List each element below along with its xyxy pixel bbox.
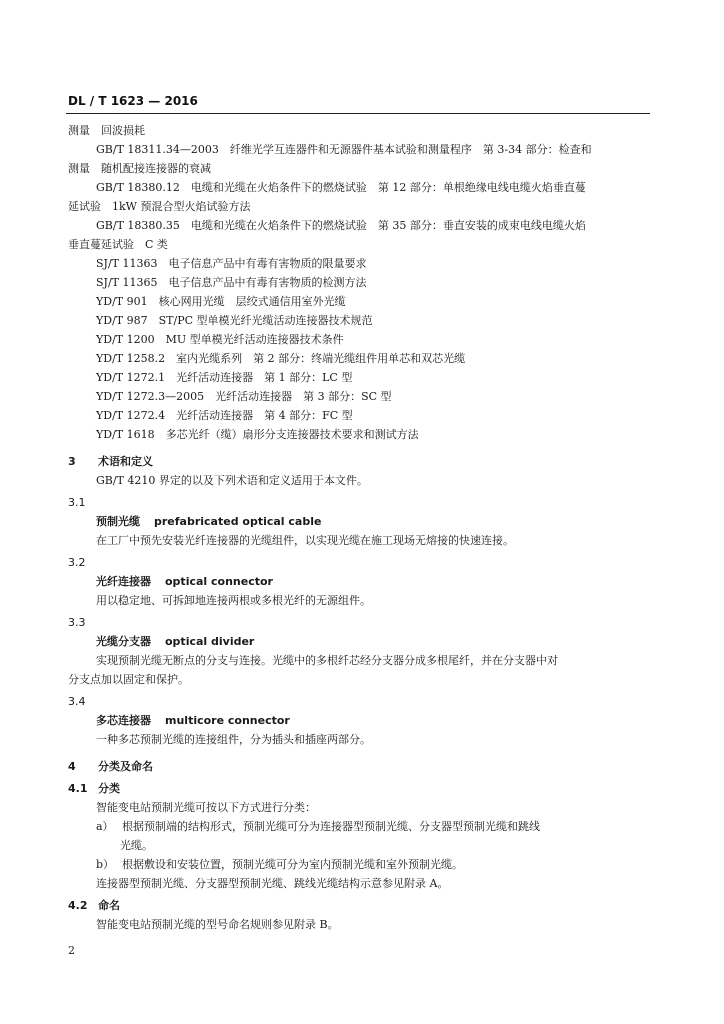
reference-item: YD/T 987 ST/PC 型单模光纤光缆活动连接器技术规范 [96,314,373,327]
page-number: 2 [68,944,75,957]
term-chinese: 光纤连接器 [96,575,151,588]
subsection-text: 智能变电站预制光缆的型号命名规则参见附录 B。 [96,918,339,931]
term-english: prefabricated optical cable [154,515,322,528]
term-heading [68,711,644,730]
header-rule [66,113,650,114]
subsection-title: 命名 [98,899,120,912]
term-heading [68,512,644,531]
reference-item: SJ/T 11365 电子信息产品中有毒有害物质的检测方法 [96,276,367,289]
reference-item: SJ/T 11363 电子信息产品中有毒有害物质的限量要求 [96,257,367,270]
reference-item-continuation: 测量 随机配接连接器的衰减 [68,162,211,175]
reference-item-continuation: 延试验 1kW 预混合型火焰试验方法 [68,200,251,213]
list-text: 根据预制端的结构形式，预制光缆可分为连接器型预制光缆、分支器型预制光缆和跳线 [122,820,540,833]
list-item [68,817,644,836]
term-chinese: 多芯连接器 [96,714,151,727]
term-english: optical connector [165,575,273,588]
section-heading [68,757,644,776]
section-number: 4 [68,760,76,773]
term-number: 3.2 [68,556,86,569]
reference-item: GB/T 18311.34—2003 纤维光学互连器件和无源器件基本试验和测量程序 第 3-34 部分：检查和 [96,143,592,156]
reference-item: YD/T 1618 多芯光纤（缆）扇形分支连接器技术要求和测试方法 [96,428,419,441]
reference-item: GB/T 18380.12 电缆和光缆在火焰条件下的燃烧试验 第 12 部分：单根绝缘电线电缆火焰垂直蔓 [96,181,586,194]
section-title: 分类及命名 [98,760,153,773]
term-english: optical divider [165,635,255,648]
list-marker: a） [96,820,114,833]
term-definition: 一种多芯预制光缆的连接组件，分为插头和插座两部分。 [96,733,371,746]
subsection-title: 分类 [98,782,120,795]
term-definition: 在工厂中预先安装光纤连接器的光缆组件，以实现光缆在施工现场无熔接的快速连接。 [96,534,514,547]
term-number: 3.1 [68,496,86,509]
term-number: 3.4 [68,695,86,708]
reference-item: YD/T 1200 MU 型单模光纤活动连接器技术条件 [96,333,344,346]
document-code-header: DL / T 1623 — 2016 [68,94,198,108]
section-intro: GB/T 4210 界定的以及下列术语和定义适用于本文件。 [96,474,368,487]
list-marker: b） [96,858,115,871]
reference-item: YD/T 901 核心网用光缆 层绞式通信用室外光缆 [96,295,346,308]
term-definition-continuation: 分支点加以固定和保护。 [68,673,189,686]
reference-item: YD/T 1258.2 室内光缆系列 第 2 部分：终端光缆组件用单芯和双芯光缆 [96,352,466,365]
term-chinese: 光缆分支器 [96,635,151,648]
reference-item: YD/T 1272.1 光纤活动连接器 第 1 部分：LC 型 [96,371,353,384]
subsection-number: 4.1 [68,782,88,795]
subsection-number: 4.2 [68,899,88,912]
subsection-intro: 智能变电站预制光缆可按以下方式进行分类： [96,801,316,814]
reference-item-continuation: 垂直蔓延试验 C 类 [68,238,168,251]
reference-item: YD/T 1272.4 光纤活动连接器 第 4 部分：FC 型 [96,409,353,422]
document-body [68,121,644,934]
section-number: 3 [68,455,76,468]
subsection-heading [68,896,644,915]
reference-continuation: 测量 回波损耗 [68,124,145,137]
reference-item: YD/T 1272.3—2005 光纤活动连接器 第 3 部分：SC 型 [96,390,392,403]
list-text-continuation: 光缆。 [120,839,153,852]
list-item [68,855,644,874]
term-heading [68,572,644,591]
reference-item: GB/T 18380.35 电缆和光缆在火焰条件下的燃烧试验 第 35 部分：垂直安装的成束电线电缆火焰 [96,219,586,232]
section-heading [68,452,644,471]
list-text: 根据敷设和安装位置，预制光缆可分为室内预制光缆和室外预制光缆。 [122,858,463,871]
subsection-note: 连接器型预制光缆、分支器型预制光缆、跳线光缆结构示意参见附录 A。 [96,877,449,890]
term-definition: 实现预制光缆无断点的分支与连接。光缆中的多根纤芯经分支器分成多根尾纤，并在分支器中对 [96,654,558,667]
term-english: multicore connector [165,714,290,727]
term-number: 3.3 [68,616,86,629]
term-heading [68,632,644,651]
subsection-heading [68,779,644,798]
section-title: 术语和定义 [98,455,153,468]
term-chinese: 预制光缆 [96,515,140,528]
term-definition: 用以稳定地、可拆卸地连接两根或多根光纤的无源组件。 [96,594,371,607]
